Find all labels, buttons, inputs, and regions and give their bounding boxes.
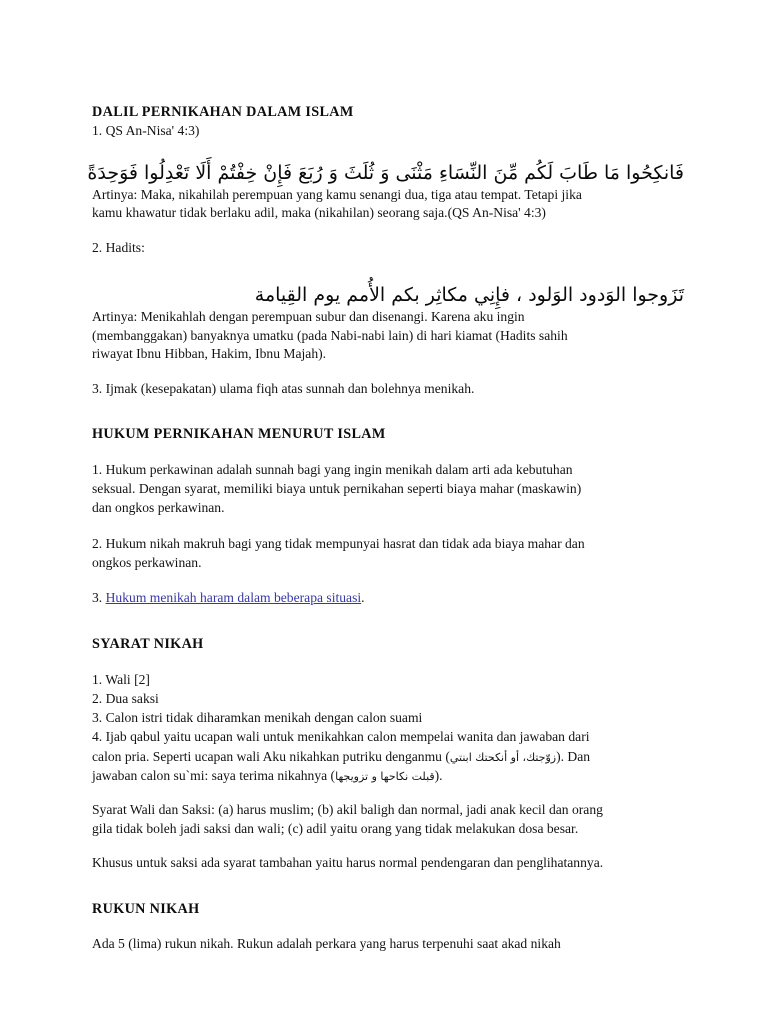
qabul-text-post: ). bbox=[434, 768, 443, 784]
quran-meaning-line-2: kamu khawatur tidak berlaku adil, maka (nikahilan) seorang saja.(QS An-Nisa' 4:3) bbox=[92, 205, 546, 221]
hadits-meaning-line-3: riwayat Ibnu Hibban, Hakim, Ibnu Majah). bbox=[92, 346, 327, 362]
page-title: DALIL PERNIKAHAN DALAM ISLAM bbox=[92, 104, 354, 120]
quran-reference-label: 1. QS An-Nisa' 4:3) bbox=[92, 122, 200, 138]
rukun-intro-paragraph: Ada 5 (lima) rukun nikah. Rukun adalah perkara yang harus terpenuhi saat akad nikah bbox=[92, 935, 561, 951]
syarat-wali-saksi-line-2: gila tidak boleh jadi saksi dan wali; (c) adil yaitu orang yang tidak melakukan dosa besar. bbox=[92, 820, 579, 836]
hadits-meaning-line-2: (membanggakan) banyaknya umatku (pada Nabi-nabi lain) di hari kiamat (Hadits sahih bbox=[92, 327, 568, 343]
syarat-wali-saksi-line-1: Syarat Wali dan Saksi: (a) harus muslim; (b) akil baligh dan normal, jadi anak kecil dan orang bbox=[92, 802, 603, 818]
spacer bbox=[92, 223, 684, 239]
section-heading-syarat: SYARAT NIKAH bbox=[92, 635, 204, 652]
syarat-item-4-line-1: 4. Ijab qabul yaitu ucapan wali untuk menikahkan calon mempelai wanita dan jawaban dari bbox=[92, 729, 590, 745]
spacer bbox=[92, 140, 684, 162]
hukum-point-1-line-2: seksual. Dengan syarat, memiliki biaya untuk pernikahan seperti biaya mahar (maskawin) bbox=[92, 481, 582, 497]
spacer bbox=[92, 364, 684, 380]
hukum-point-1-line-1: 1. Hukum perkawinan adalah sunnah bagi yang ingin menikah dalam arti ada kebutuhan bbox=[92, 461, 573, 477]
spacer bbox=[92, 654, 684, 670]
syarat-item-4-line-2 bbox=[92, 747, 684, 766]
ijab-arabic-phrase: زوّجتك، أو أنكحتك ابنتي bbox=[449, 750, 557, 764]
spacer bbox=[92, 398, 684, 425]
spacer bbox=[92, 785, 684, 801]
khusus-saksi-paragraph: Khusus untuk saksi ada syarat tambahan yaitu harus normal pendengaran dan penglihatannya. bbox=[92, 855, 604, 871]
spacer bbox=[92, 518, 684, 534]
syarat-list bbox=[92, 670, 684, 786]
hadits-label: 2. Hadits: bbox=[92, 239, 145, 255]
quran-verse-arabic: فَانكِحُوا مَا طَابَ لَكُم مِّنَ النِّسَاءِ مَثْنَى وَ ثُلَثَ وَ رُبَعَ فَإِنْ خِفْتُمْ أَلَا تَعْدِلُوا فَوَحِدَةً bbox=[87, 162, 684, 185]
syarat-item-4-line-3 bbox=[92, 766, 684, 785]
spacer bbox=[92, 444, 684, 460]
qabul-text-pre: jawaban calon su`mi: saya terima nikahnya ( bbox=[92, 768, 336, 784]
hukum-point-1-line-3: dan ongkos perkawinan. bbox=[92, 500, 225, 516]
ijab-text-post: ). Dan bbox=[556, 748, 591, 764]
ijab-text-pre: calon pria. Seperti ucapan wali Aku nikahkan putriku denganmu ( bbox=[92, 748, 450, 764]
hukum-point-2-line-2: ongkos perkawinan. bbox=[92, 555, 202, 571]
hukum-point-3 bbox=[92, 588, 684, 607]
syarat-item-2: 2. Dua saksi bbox=[92, 690, 159, 706]
hukum-point-3-number: 3. bbox=[92, 590, 103, 606]
section-heading-rukun: RUKUN NIKAH bbox=[92, 900, 200, 917]
hukum-point-2-line-1: 2. Hukum nikah makruh bagi yang tidak mempunyai hasrat dan tidak ada biaya mahar dan bbox=[92, 535, 585, 551]
spacer bbox=[92, 838, 684, 854]
spacer bbox=[92, 257, 684, 284]
document-body bbox=[87, 103, 684, 953]
hadits-arabic: تَزَوجوا الوَدود الوَلود ، فإِنِي مكاثِر بكم الأُمم يوم القِيامة bbox=[254, 284, 684, 307]
spacer bbox=[92, 572, 684, 588]
syarat-item-3: 3. Calon istri tidak diharamkan menikah dengan calon suami bbox=[92, 710, 423, 726]
syarat-item-1: 1. Wali [2] bbox=[92, 671, 150, 687]
hukum-list bbox=[92, 460, 684, 608]
ijmak-point: 3. Ijmak (kesepakatan) ulama fiqh atas sunnah dan bolehnya menikah. bbox=[92, 380, 475, 396]
spacer bbox=[92, 873, 684, 900]
link-hukum-menikah-haram[interactable]: Hukum menikah haram dalam beberapa situasi bbox=[105, 590, 362, 606]
hadits-meaning-line-1: Artinya: Menikahlah dengan perempuan subur dan disenangi. Karena aku ingin bbox=[92, 309, 525, 325]
quran-meaning-line-1: Artinya: Maka, nikahilah perempuan yang kamu senangi dua, tiga atau tempat. Tetapi jika bbox=[92, 186, 582, 202]
section-heading-hukum: HUKUM PERNIKAHAN MENURUT ISLAM bbox=[92, 426, 386, 443]
hukum-point-3-trail: . bbox=[361, 590, 365, 606]
qabul-arabic-phrase: قبلت نكاحها و تزويجها bbox=[335, 770, 435, 784]
spacer bbox=[92, 608, 684, 635]
spacer bbox=[92, 919, 684, 935]
